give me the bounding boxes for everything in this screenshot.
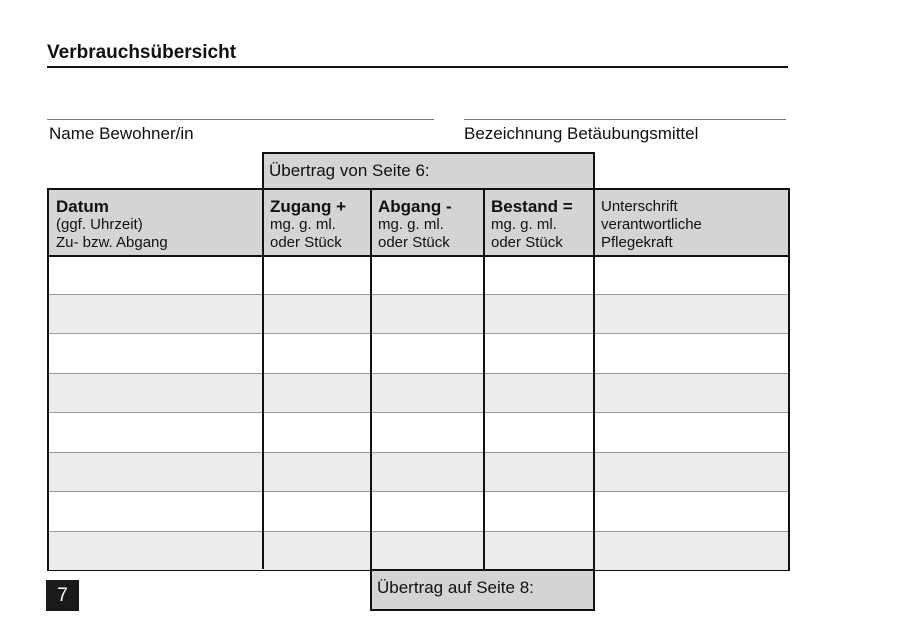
column-header-subtitle: (ggf. Uhrzeit)	[56, 216, 143, 233]
column-header-subtitle: Unterschrift	[601, 198, 678, 215]
table-cell[interactable]	[263, 374, 371, 413]
table-cell[interactable]	[49, 453, 263, 492]
table-cell[interactable]	[263, 453, 371, 492]
column-divider	[262, 190, 264, 569]
table-cell[interactable]	[484, 453, 594, 492]
column-header-4	[484, 190, 594, 256]
column-header-subtitle: mg. g. ml.	[491, 216, 557, 233]
table-cell[interactable]	[49, 492, 263, 532]
table-cell[interactable]	[594, 374, 788, 413]
table-cell[interactable]	[49, 334, 263, 374]
table-cell[interactable]	[484, 413, 594, 453]
table-cell[interactable]	[371, 334, 484, 374]
table-cell[interactable]	[263, 257, 371, 295]
table-cell[interactable]	[484, 374, 594, 413]
table-cell[interactable]	[484, 334, 594, 374]
table-cell[interactable]	[263, 295, 371, 334]
column-header-subtitle: Pflegekraft	[601, 234, 673, 251]
column-header-subtitle: mg. g. ml.	[270, 216, 336, 233]
title-underline	[47, 66, 788, 68]
column-header-subtitle: verantwortliche	[601, 216, 702, 233]
table-cell[interactable]	[371, 532, 484, 570]
page-number-badge: 7	[46, 580, 79, 611]
column-header-title: Datum	[56, 197, 109, 216]
page-title: Verbrauchsübersicht	[47, 42, 237, 63]
table-cell[interactable]	[371, 295, 484, 334]
column-header-subtitle: oder Stück	[378, 234, 450, 251]
table-cell[interactable]	[49, 413, 263, 453]
table-cell[interactable]	[371, 492, 484, 532]
table-cell[interactable]	[49, 257, 263, 295]
table-cell[interactable]	[263, 492, 371, 532]
table-cell[interactable]	[594, 413, 788, 453]
table-cell[interactable]	[371, 374, 484, 413]
carry-over-to-box: Übertrag auf Seite 8:	[370, 569, 595, 611]
table-cell[interactable]	[49, 295, 263, 334]
table-cell[interactable]	[484, 532, 594, 570]
resident-name-label: Name Bewohner/in	[49, 124, 194, 143]
consumption-table	[47, 188, 790, 571]
column-header-title: Zugang +	[270, 197, 347, 216]
column-divider	[483, 190, 485, 569]
column-header-2	[263, 190, 371, 256]
column-header-3	[371, 190, 484, 256]
table-cell[interactable]	[263, 413, 371, 453]
table-cell[interactable]	[49, 374, 263, 413]
table-cell[interactable]	[594, 453, 788, 492]
table-cell[interactable]	[594, 492, 788, 532]
column-header-subtitle: oder Stück	[491, 234, 563, 251]
column-header-subtitle: mg. g. ml.	[378, 216, 444, 233]
table-cell[interactable]	[594, 257, 788, 295]
carry-over-from-box: Übertrag von Seite 6:	[262, 152, 595, 190]
table-cell[interactable]	[484, 257, 594, 295]
column-header-subtitle: oder Stück	[270, 234, 342, 251]
drug-name-label: Bezeichnung Betäubungsmittel	[464, 124, 699, 143]
column-divider	[593, 190, 595, 569]
table-cell[interactable]	[484, 295, 594, 334]
column-header-title: Abgang -	[378, 197, 452, 216]
table-cell[interactable]	[263, 532, 371, 570]
table-cell[interactable]	[49, 532, 263, 570]
column-header-subtitle: Zu- bzw. Abgang	[56, 234, 168, 251]
table-cell[interactable]	[594, 334, 788, 374]
column-header-5	[594, 190, 788, 256]
table-cell[interactable]	[263, 334, 371, 374]
table-cell[interactable]	[594, 295, 788, 334]
column-header-title: Bestand =	[491, 197, 573, 216]
table-cell[interactable]	[371, 453, 484, 492]
drug-name-line[interactable]	[464, 119, 786, 120]
table-cell[interactable]	[371, 257, 484, 295]
table-cell[interactable]	[594, 532, 788, 570]
table-cell[interactable]	[371, 413, 484, 453]
column-header-1	[49, 190, 263, 256]
resident-name-line[interactable]	[47, 119, 434, 120]
table-cell[interactable]	[484, 492, 594, 532]
column-divider	[370, 190, 372, 569]
